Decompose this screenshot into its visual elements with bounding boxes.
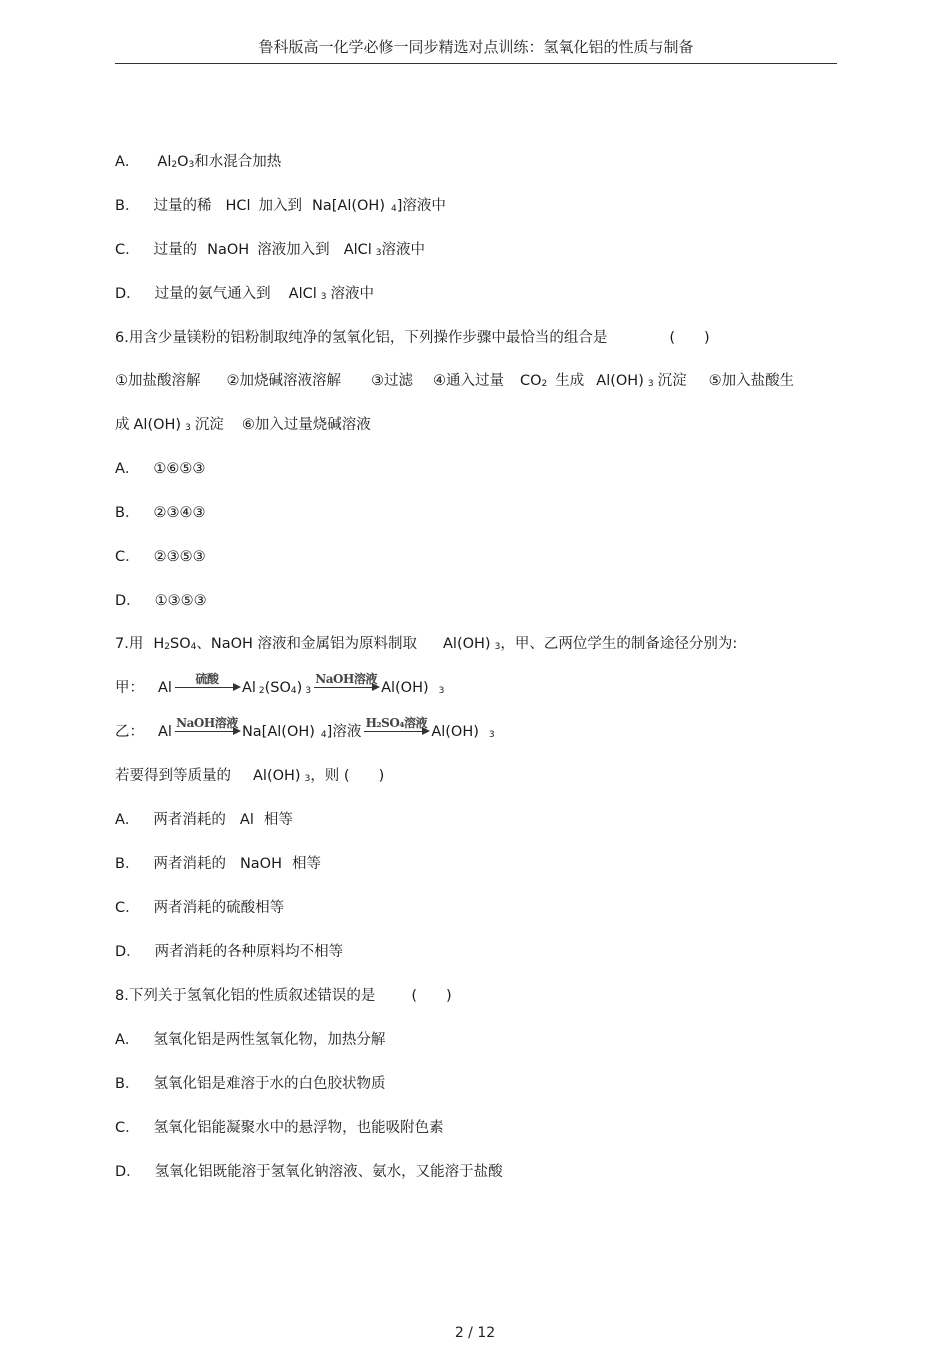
q6-steps-line2: 成 Al(OH) 3 沉淀 ⑥加入过量烧碱溶液 — [115, 417, 371, 433]
page-header-title: 鲁科版高一化学必修一同步精选对点训练：氢氧化铝的性质与制备 — [258, 38, 694, 56]
q7-route-jia: 甲： Al 硫酸 Al 2(SO4) 3 NaOH溶液 Al(OH) 3 — [115, 672, 445, 696]
arrow-head-icon — [233, 727, 241, 735]
reaction-arrow-sulfuric-acid-solution: H₂SO₄溶液 — [362, 722, 430, 742]
q5-option-d: D． 过量的氨气通入到 AlCl 3 溶液中 — [115, 286, 375, 302]
q8-option-b: B． 氢氧化铝是难溶于水的白色胶状物质 — [115, 1076, 386, 1092]
q8-option-c: C． 氢氧化铝能凝聚水中的悬浮物，也能吸附色素 — [115, 1120, 444, 1136]
q8-option-a: A． 氢氧化铝是两性氢氧化物，加热分解 — [115, 1032, 386, 1048]
header-rule — [115, 63, 837, 64]
q7-ask: 若要得到等质量的 Al(OH) 3，则 ( ) — [115, 768, 385, 784]
q7-route-yi: 乙： Al NaOH溶液 Na[Al(OH) 4]溶液 H₂SO₄溶液 Al(OH) 3 — [115, 716, 495, 740]
reaction-arrow-naoh-solution: NaOH溶液 — [312, 678, 380, 698]
q5-option-c: C． 过量的 NaOH 溶液加入到 AlCl 3溶液中 — [115, 242, 426, 258]
arrow-head-icon — [372, 683, 380, 691]
q6-option-d: D． ①③⑤③ — [115, 593, 207, 609]
reaction-arrow-sulfuric-acid: 硫酸 — [173, 678, 241, 698]
q5-option-b: B． 过量的稀 HCl 加入到 Na[Al(OH) 4]溶液中 — [115, 198, 446, 214]
q7-option-a: A． 两者消耗的 Al 相等 — [115, 812, 293, 828]
q7-option-b: B． 两者消耗的 NaOH 相等 — [115, 856, 322, 872]
q6-stem: 6.用含少量镁粉的铝粉制取纯净的氢氧化铝，下列操作步骤中最恰当的组合是 ( ) — [115, 330, 710, 346]
page-number: 2 / 12 — [454, 1325, 496, 1341]
q6-option-c: C． ②③⑤③ — [115, 549, 206, 565]
q6-option-b: B． ②③④③ — [115, 505, 206, 521]
q7-stem: 7.用 H2SO4、NaOH 溶液和金属铝为原料制取 Al(OH) 3，甲、乙两位学生的制备途径分别为: — [115, 636, 738, 652]
q8-stem: 8.下列关于氢氧化铝的性质叙述错误的是 ( ) — [115, 988, 452, 1004]
reaction-arrow-naoh-solution: NaOH溶液 — [173, 722, 241, 742]
q7-option-d: D． 两者消耗的各种原料均不相等 — [115, 944, 344, 960]
q7-option-c: C． 两者消耗的硫酸相等 — [115, 900, 285, 916]
q6-option-a: A． ①⑥⑤③ — [115, 461, 206, 477]
q5-option-a: A． Al2O3和水混合加热 — [115, 154, 282, 170]
arrow-head-icon — [422, 727, 430, 735]
q8-option-d: D． 氢氧化铝既能溶于氢氧化钠溶液、氨水，又能溶于盐酸 — [115, 1164, 503, 1180]
q6-steps-line1: ①加盐酸溶解 ②加烧碱溶液溶解 ③过滤 ④通入过量 CO2 生成 Al(OH) 3 沉淀 ⑤加入盐酸生 — [115, 373, 795, 389]
arrow-head-icon — [233, 683, 241, 691]
